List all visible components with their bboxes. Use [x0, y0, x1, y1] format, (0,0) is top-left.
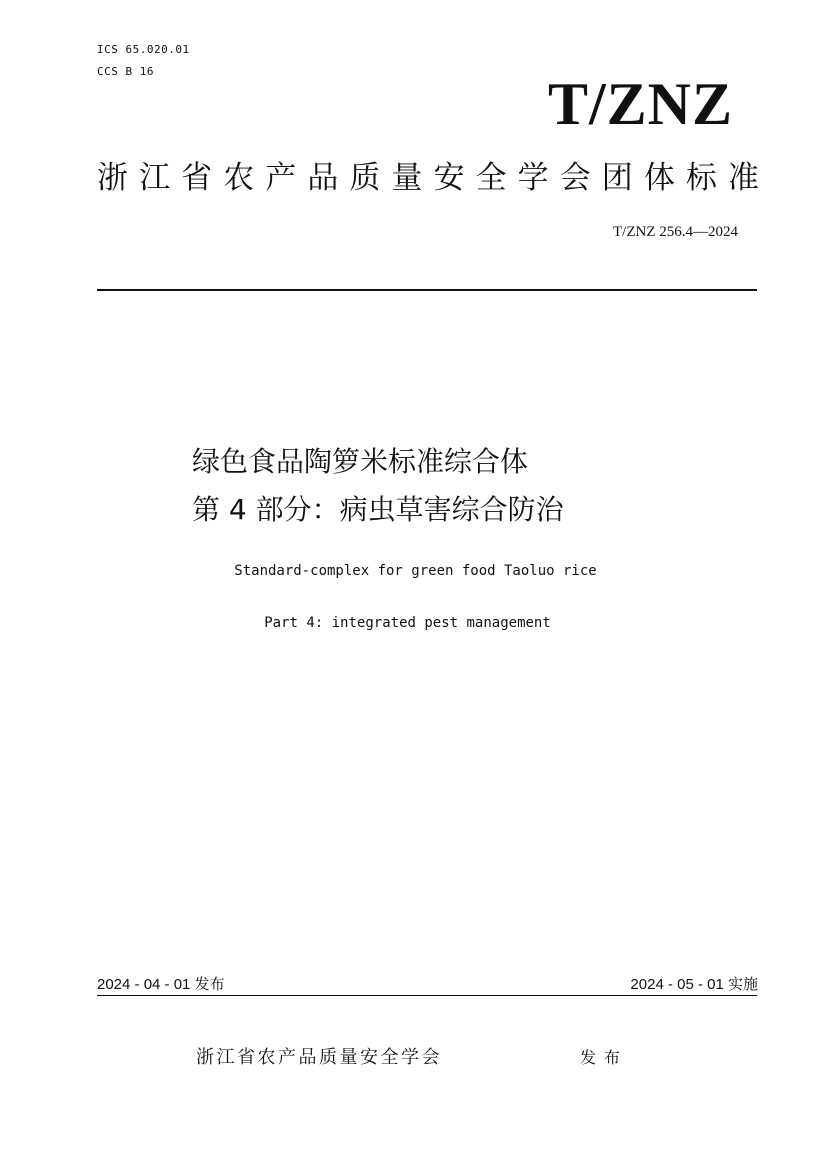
- chinese-title-line-1: 绿色食品陶箩米标准综合体: [192, 445, 529, 478]
- standard-logo: T/ZNZ: [547, 71, 733, 137]
- top-divider: [97, 289, 757, 291]
- bottom-divider: [97, 995, 757, 996]
- publish-label: 发布: [580, 1048, 629, 1067]
- ics-code: ICS 65.020.01: [97, 43, 190, 56]
- english-title-line-2: Part 4: integrated pest management: [264, 615, 551, 631]
- organization-standard-title: 浙江省农产品质量安全学会团体标准: [97, 160, 759, 196]
- standard-number: T/ZNZ 256.4—2024: [613, 224, 738, 240]
- issue-date: 2024 - 04 - 01 发布: [97, 976, 225, 993]
- implementation-date: 2024 - 05 - 01 实施: [630, 976, 758, 993]
- publisher-name: 浙江省农产品质量安全学会: [196, 1047, 442, 1068]
- english-title-line-1: Standard-complex for green food Taoluo rice: [234, 563, 597, 579]
- ccs-code: CCS B 16: [97, 65, 154, 78]
- chinese-title-line-2: 第 4 部分：病虫草害综合防治: [192, 493, 564, 526]
